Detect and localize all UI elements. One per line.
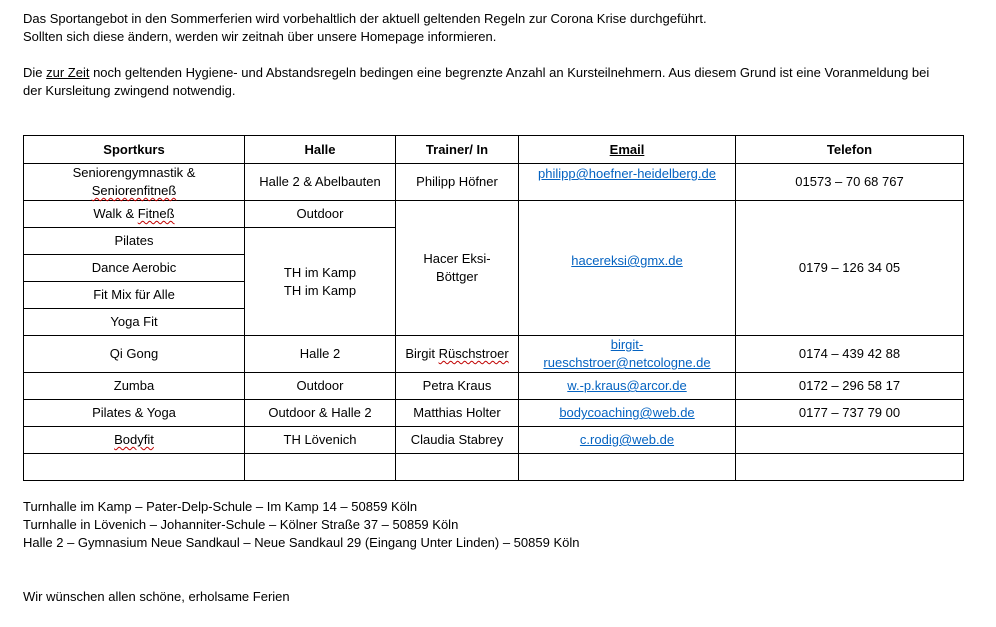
kurs-text: Walk &	[93, 206, 138, 221]
cell-halle: Outdoor	[245, 201, 396, 228]
cell-email	[519, 400, 736, 427]
kurs-text: Seniorengymnastik &	[72, 165, 196, 180]
cell-email	[519, 164, 736, 201]
cell-halle	[245, 228, 396, 336]
cell-empty	[396, 454, 519, 481]
cell-email	[519, 336, 736, 373]
course-table	[23, 135, 964, 481]
cell-kurs: Pilates	[24, 228, 245, 255]
cell-email	[519, 427, 736, 454]
intro-paragraph-2	[23, 64, 968, 100]
table-row	[24, 400, 964, 427]
table-row	[24, 201, 964, 228]
cell-kurs	[24, 201, 245, 228]
address-block	[23, 498, 579, 552]
cell-kurs: Dance Aerobic	[24, 255, 245, 282]
email-link[interactable]: philipp@hoefner-heidelberg.de	[538, 166, 716, 181]
cell-halle: TH Lövenich	[245, 427, 396, 454]
intro-p2-rest: noch geltenden Hygiene- und Abstandsregeln bedingen eine begrenzte Anzahl an Kursteilnehmern. Aus diesem Grund ist eine Voranmeldung bei	[89, 65, 930, 80]
email-link[interactable]: bodycoaching@web.de	[559, 405, 695, 420]
cell-trainer	[396, 201, 519, 336]
header-trainer: Trainer/ In	[396, 136, 519, 164]
header-halle: Halle	[245, 136, 396, 164]
cell-telefon: 0177 – 737 79 00	[736, 400, 964, 427]
cell-telefon: 01573 – 70 68 767	[736, 164, 964, 201]
table-row	[24, 164, 964, 201]
email-text: birgit-	[610, 337, 644, 352]
halle-text: TH im Kamp	[283, 282, 357, 298]
cell-kurs: Fit Mix für Alle	[24, 282, 245, 309]
cell-empty	[24, 454, 245, 481]
email-link[interactable]: c.rodig@web.de	[579, 432, 675, 447]
cell-telefon: 0172 – 296 58 17	[736, 373, 964, 400]
cell-halle: Halle 2 & Abelbauten	[245, 164, 396, 201]
intro-p2-underlined: zur Zeit	[46, 65, 90, 80]
header-telefon: Telefon	[736, 136, 964, 164]
address-line: Turnhalle in Lövenich – Johanniter-Schule – Kölner Straße 37 – 50859 Köln	[23, 517, 459, 532]
cell-kurs: Zumba	[24, 373, 245, 400]
cell-empty	[519, 454, 736, 481]
kurs-text: Bodyfit	[114, 432, 154, 447]
cell-telefon: 0174 – 439 42 88	[736, 336, 964, 373]
trainer-text: Böttger	[436, 269, 478, 284]
cell-telefon	[736, 427, 964, 454]
cell-halle: Outdoor	[245, 373, 396, 400]
table-row	[24, 427, 964, 454]
table-row	[24, 373, 964, 400]
closing-text: Wir wünschen allen schöne, erholsame Ferien	[23, 589, 290, 604]
cell-kurs	[24, 427, 245, 454]
halle-text: TH im Kamp	[283, 264, 357, 280]
table-row	[24, 336, 964, 373]
cell-kurs	[24, 164, 245, 201]
table-header-row	[24, 136, 964, 164]
address-line: Turnhalle im Kamp – Pater-Delp-Schule – Im Kamp 14 – 50859 Köln	[23, 499, 418, 514]
cell-telefon: 0179 – 126 34 05	[736, 201, 964, 336]
trainer-text: Birgit	[405, 346, 439, 361]
cell-trainer: Petra Kraus	[396, 373, 519, 400]
cell-halle: Halle 2	[245, 336, 396, 373]
header-sportkurs: Sportkurs	[24, 136, 245, 164]
intro-line-2: Sollten sich diese ändern, werden wir zeitnah über unsere Homepage informieren.	[23, 29, 497, 44]
email-link[interactable]	[543, 337, 710, 370]
cell-empty	[245, 454, 396, 481]
cell-halle: Outdoor & Halle 2	[245, 400, 396, 427]
intro-p2-line2: der Kursleitung zwingend notwendig.	[23, 83, 236, 98]
intro-line-1: Das Sportangebot in den Sommerferien wird vorbehaltlich der aktuell geltenden Regeln zur Corona Krise durchgeführt.	[23, 11, 707, 26]
trainer-text: Hacer Eksi-	[423, 251, 491, 266]
kurs-text: Fitneß	[137, 206, 175, 221]
email-text: rueschstroer@netcologne.de	[543, 355, 711, 370]
intro-paragraph-1	[23, 10, 707, 46]
cell-email	[519, 373, 736, 400]
cell-trainer: Philipp Höfner	[396, 164, 519, 201]
table-row-empty	[24, 454, 964, 481]
header-email-label: Email	[609, 141, 645, 157]
cell-trainer: Claudia Stabrey	[396, 427, 519, 454]
cell-trainer	[396, 336, 519, 373]
cell-kurs: Yoga Fit	[24, 309, 245, 336]
trainer-text: Rüschstroer	[438, 346, 509, 361]
cell-email	[519, 201, 736, 336]
cell-kurs: Qi Gong	[24, 336, 245, 373]
cell-kurs: Pilates & Yoga	[24, 400, 245, 427]
cell-empty	[736, 454, 964, 481]
intro-p2-prefix: Die	[23, 65, 47, 80]
cell-trainer: Matthias Holter	[396, 400, 519, 427]
email-link[interactable]: w.-p.kraus@arcor.de	[567, 378, 687, 393]
header-email	[519, 136, 736, 164]
kurs-text: Seniorenfitneß	[91, 183, 177, 198]
email-link[interactable]: hacereksi@gmx.de	[571, 253, 683, 268]
address-line: Halle 2 – Gymnasium Neue Sandkaul – Neue Sandkaul 29 (Eingang Unter Linden) – 50859 Köln	[23, 535, 580, 550]
